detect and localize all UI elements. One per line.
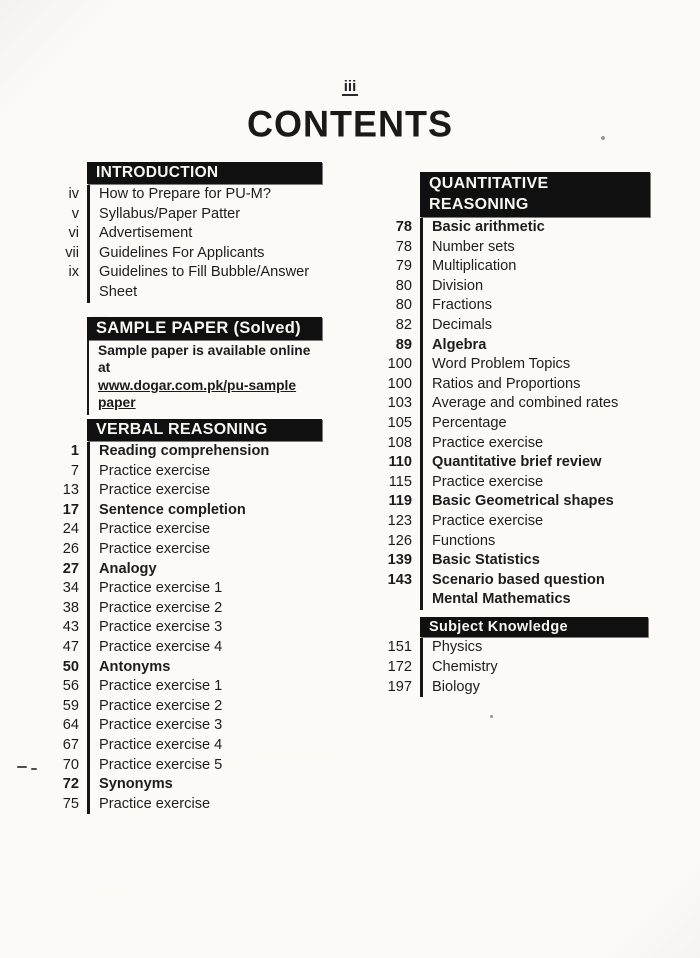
toc-page-number: 79 [395,258,412,275]
toc-row [49,481,322,501]
toc-page-number: 64 [62,717,79,734]
toc-row [382,532,650,552]
toc-page-number: 27 [62,560,79,577]
toc-row [382,492,650,512]
section-header-subject-knowledge: Subject Knowledge [420,617,648,638]
toc-page-number: 143 [387,571,412,588]
toc-page-number: 1 [70,443,79,460]
toc-page-number: 119 [388,493,412,510]
toc-entry-label: Practice exercise [87,795,322,815]
toc-entry-label: Scenario based question [420,571,650,591]
toc-row [49,697,322,717]
toc-entry-label: Practice exercise [87,520,322,540]
toc-row [382,296,650,316]
toc-entry-label: Practice exercise 3 [87,716,322,736]
toc-row [382,453,650,473]
toc-page-number: 151 [387,639,412,656]
toc-page-number: vii [65,244,79,261]
toc-entry-label: Practice exercise [87,481,322,501]
toc-entry-label: Practice exercise [420,512,650,532]
toc-row [382,658,650,678]
toc-row [382,394,650,414]
toc-row [382,590,650,610]
toc-row [382,571,650,591]
section-header-introduction: INTRODUCTION [87,162,322,184]
toc-page-number: 17 [62,501,79,518]
toc-page-number: 34 [62,580,79,597]
toc-entry-label: Practice exercise [420,434,650,454]
toc-page-number: 123 [387,512,412,529]
toc-entry-label: Syllabus/Paper Patter [87,205,322,225]
toc-page-number: 197 [387,678,412,695]
sample-paper-note-line1: Sample paper is available online at [98,342,311,376]
toc-row [382,473,650,493]
toc-entry-label: Practice exercise 3 [87,618,322,638]
toc-row [49,224,322,244]
section-header-verbal-reasoning: VERBAL REASONING [87,419,322,442]
toc-page-number: vi [68,225,79,242]
toc-row [49,795,322,815]
toc-page-number: 139 [387,552,412,569]
scan-speck [490,715,493,718]
toc-entry-label: Functions [420,532,650,552]
toc-entry-label: Practice exercise [87,462,322,482]
toc-page-number: 67 [62,736,79,753]
toc-entry-label: Practice exercise 5 [87,756,322,776]
toc-page-number: 70 [62,756,79,773]
toc-entry-label: Advertisement [87,224,322,244]
toc-entry-label: Practice exercise 4 [87,736,322,756]
toc-entry-label: Sentence completion [87,501,322,521]
toc-row [49,462,322,482]
toc-row [49,560,322,580]
toc-page-number: 103 [387,395,412,412]
toc-page-number: 89 [395,336,412,353]
section-quantitative-reasoning-list [382,218,650,610]
toc-entry-label: Practice exercise 1 [87,579,322,599]
toc-entry-label: Decimals [420,316,650,336]
toc-page-number: ix [68,264,79,281]
right-column [382,172,650,697]
toc-entry-label: Basic arithmetic [420,218,650,238]
toc-row [49,540,322,560]
toc-row [382,218,650,238]
toc-page-number: 75 [62,795,79,812]
toc-entry-label: Physics [420,638,650,658]
section-subject-knowledge-list [382,638,650,697]
section-verbal-reasoning-list [49,442,322,814]
toc-page-number: 47 [62,639,79,655]
toc-row [49,756,322,776]
toc-entry-label: Biology [420,678,650,698]
toc-entry-label: Division [420,277,650,297]
sample-paper-note [87,340,322,415]
toc-row [49,579,322,599]
toc-page-number: 43 [62,619,79,636]
page-number: iii [343,78,357,95]
toc-row [382,414,650,434]
toc-row [49,658,322,678]
toc-row [49,185,322,205]
toc-row [382,678,650,698]
toc-page-number: 78 [395,219,412,235]
toc-entry-label: Practice exercise 1 [87,677,322,697]
toc-entry-label: Number sets [420,238,650,258]
toc-page-number: 110 [388,454,412,471]
toc-page-number: 172 [387,658,412,675]
toc-page-number: 38 [62,599,79,616]
scan-dash [17,766,27,768]
left-column [49,162,322,814]
toc-entry-label: Word Problem Topics [420,355,650,375]
toc-page-number: 108 [387,434,412,451]
toc-row [382,277,650,297]
toc-entry-label: Guidelines to Fill Bubble/Answer Sheet [87,263,322,302]
toc-entry-label: Practice exercise 4 [87,638,322,658]
toc-entry-label: Practice exercise 2 [87,599,322,619]
toc-page-number: 78 [395,238,412,255]
toc-page-number: v [71,205,79,222]
toc-row [49,263,322,302]
toc-page-number: iv [68,186,79,202]
toc-row [49,716,322,736]
toc-page-number: 72 [62,776,79,793]
page-title: CONTENTS [247,102,453,145]
toc-row [49,736,322,756]
toc-row [49,244,322,264]
toc-row [49,775,322,795]
toc-page-number: 115 [388,473,412,490]
toc-row [49,520,322,540]
sample-paper-url: www.dogar.com.pk/pu-sample paper [98,377,297,411]
toc-row [382,336,650,356]
toc-page-number: 80 [395,297,412,314]
toc-entry-label: Mental Mathematics [420,590,650,610]
toc-page-number: 105 [387,414,412,431]
toc-entry-label: Fractions [420,296,650,316]
toc-entry-label: Antonyms [87,658,322,678]
toc-entry-label: Synonyms [87,775,322,795]
toc-entry-label: Reading comprehension [87,442,322,462]
toc-row [382,238,650,258]
section-header-sample-paper: SAMPLE PAPER (Solved) [87,317,322,340]
toc-page-number: 126 [387,532,412,549]
quantitative-header-line2: REASONING [429,196,529,213]
toc-page-number: 80 [395,277,412,294]
toc-entry-label: Basic Statistics [420,551,650,571]
toc-row [382,512,650,532]
toc-row [49,599,322,619]
toc-entry-label: Percentage [420,414,650,434]
toc-page-number: 59 [62,697,79,714]
toc-entry-label: Analogy [87,560,322,580]
toc-row [49,638,322,658]
toc-entry-label: Guidelines For Applicants [87,244,322,264]
toc-row [49,205,322,225]
toc-entry-label: Ratios and Proportions [420,375,650,395]
toc-entry-label: Multiplication [420,257,650,277]
toc-entry-label: Practice exercise [87,540,322,560]
toc-row [382,638,650,658]
toc-row [382,551,650,571]
toc-entry-label: How to Prepare for PU-M? [87,185,322,205]
toc-row [49,677,322,697]
toc-page-number: 24 [62,521,79,538]
quantitative-header-line1: QUANTITATIVE [429,175,549,192]
toc-row [382,316,650,336]
toc-entry-label: Average and combined rates [420,394,650,414]
toc-row [382,434,650,454]
toc-row [49,618,322,638]
toc-page-number: 13 [62,482,79,499]
scan-dash [31,768,37,770]
toc-row [49,442,322,462]
section-introduction-list [49,185,322,303]
toc-page-number: 56 [62,678,79,695]
toc-page-number: 50 [62,658,79,675]
toc-entry-label: Basic Geometrical shapes [420,492,650,512]
toc-page-number: 26 [62,541,79,558]
toc-entry-label: Chemistry [420,658,650,678]
toc-entry-label: Practice exercise 2 [87,697,322,717]
section-header-quantitative-reasoning [420,172,650,217]
toc-page-number: 100 [387,356,412,373]
toc-row [49,501,322,521]
toc-row [382,257,650,277]
toc-entry-label: Algebra [420,336,650,356]
toc-entry-label: Quantitative brief review [420,453,650,473]
toc-page-number: 82 [395,316,412,333]
toc-row [382,355,650,375]
toc-page-number: 100 [387,375,412,392]
toc-entry-label: Practice exercise [420,473,650,493]
toc-page-number: 7 [70,462,79,479]
toc-row [382,375,650,395]
